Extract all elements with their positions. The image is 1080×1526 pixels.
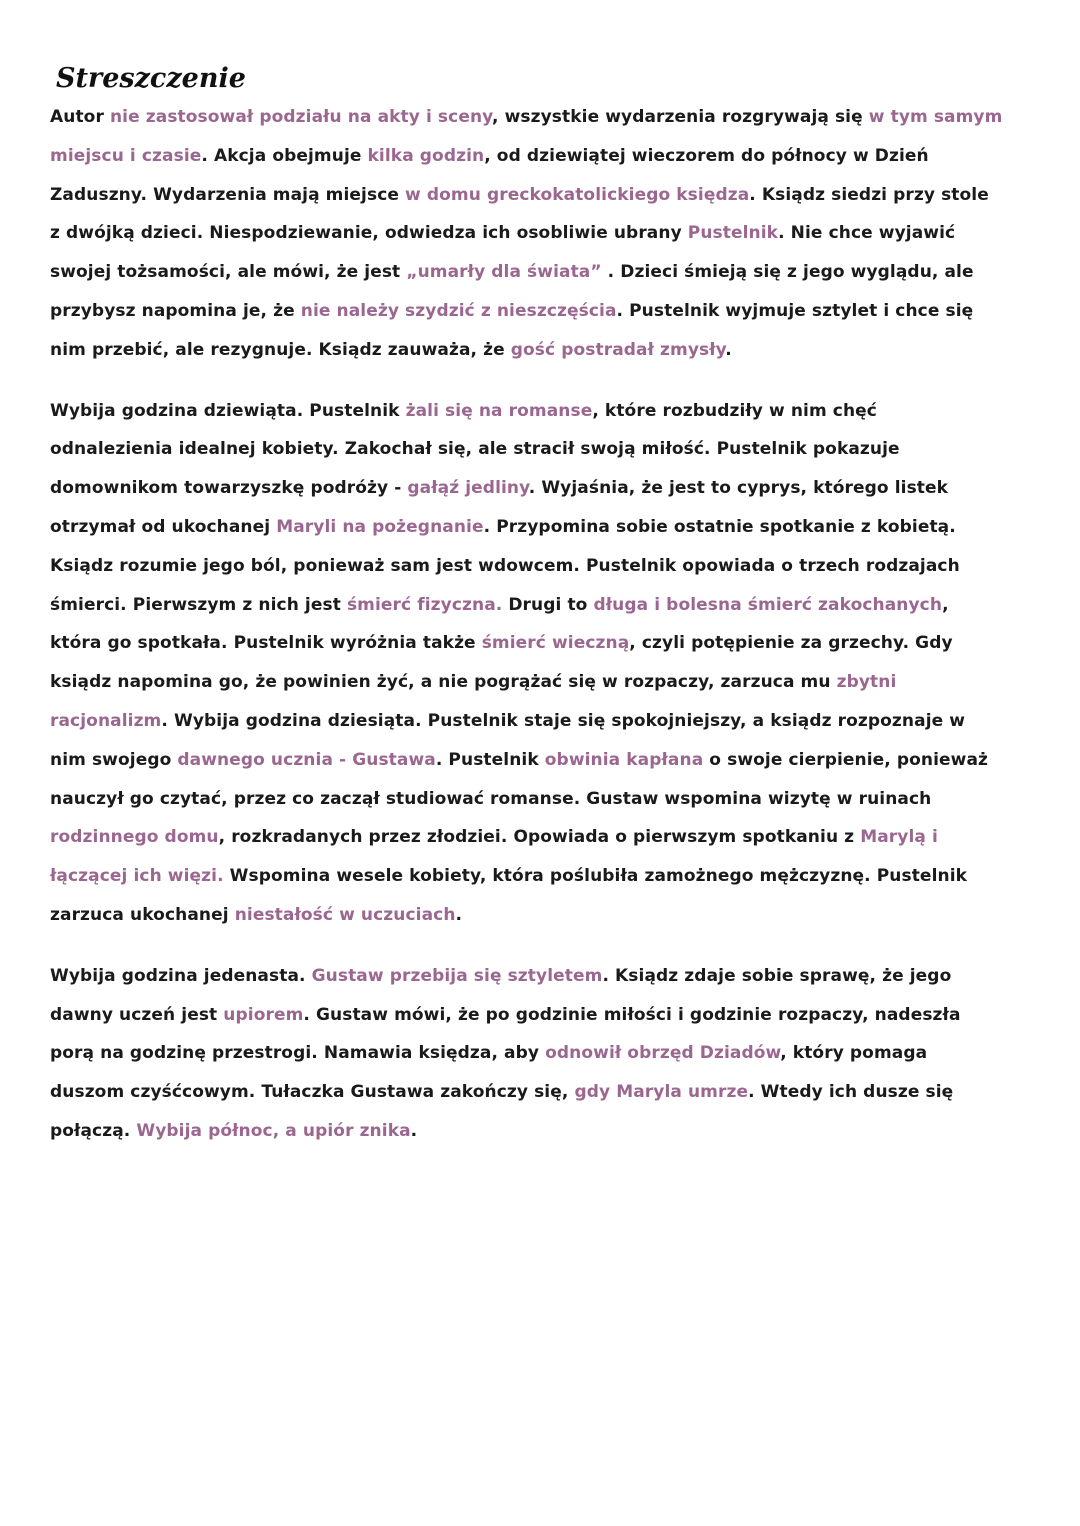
text-segment: Autor bbox=[50, 107, 110, 127]
highlighted-phrase: śmierć fizyczna. bbox=[346, 594, 503, 615]
text-segment: . bbox=[725, 339, 732, 360]
highlighted-phrase: zbytni bbox=[836, 672, 897, 693]
text-segment: Drugi to bbox=[502, 594, 594, 615]
highlighted-phrase: kilka godzin bbox=[367, 145, 485, 166]
text-segment: . Wtedy ich dusze się bbox=[748, 1082, 954, 1103]
text-segment: o swoje cierpienie, ponieważ bbox=[703, 749, 989, 770]
text-segment: . bbox=[410, 1120, 418, 1141]
text-segment: , wszystkie wydarzenia rozgrywają się bbox=[492, 107, 869, 127]
text-segment: , czyli potępienie za grzechy. Gdy bbox=[629, 633, 953, 654]
text-segment: Wybija godzina jedenasta. bbox=[50, 965, 312, 986]
text-segment: . Pustelnik wyjmuje sztylet i chce się bbox=[616, 300, 974, 321]
highlighted-phrase: gdy Maryla umrze bbox=[574, 1082, 749, 1103]
text-line bbox=[50, 702, 1040, 741]
highlighted-phrase: nie należy szydzić z nieszczęścia bbox=[300, 300, 617, 321]
text-segment: połączą. bbox=[50, 1120, 137, 1141]
text-segment: . Wybija godzina dziesiąta. Pustelnik staje się spokojniejszy, a ksiądz rozpoznaje w bbox=[161, 710, 966, 731]
text-segment: nim swojego bbox=[50, 749, 178, 770]
paragraph bbox=[50, 392, 1040, 935]
text-line bbox=[50, 176, 1040, 215]
text-segment: , który pomaga bbox=[780, 1043, 928, 1064]
highlighted-phrase: upiorem bbox=[223, 1004, 304, 1025]
text-line bbox=[50, 214, 1040, 253]
text-line bbox=[50, 331, 1040, 370]
text-line bbox=[50, 508, 1040, 547]
text-segment: otrzymał od ukochanej bbox=[50, 516, 277, 537]
text-line bbox=[50, 547, 1040, 586]
highlighted-phrase: śmierć wieczną bbox=[481, 633, 630, 654]
text-line bbox=[50, 780, 1040, 819]
text-segment: . bbox=[455, 904, 463, 925]
highlighted-phrase: Maryli na pożegnanie bbox=[276, 516, 484, 537]
text-segment: z dwójką dzieci. Niespodziewanie, odwiedza ich osobliwie ubrany bbox=[50, 223, 688, 244]
highlighted-phrase: nie zastosował podziału na akty i sceny bbox=[109, 107, 493, 127]
text-segment: , które rozbudziły w nim chęć bbox=[592, 400, 877, 421]
text-line bbox=[50, 818, 1040, 857]
highlighted-phrase: Wybija północ, a upiór znika bbox=[136, 1120, 411, 1141]
text-segment: domownikom towarzyszkę podróży - bbox=[50, 478, 408, 499]
text-segment: . Ksiądz zdaje sobie sprawę, że jego bbox=[602, 965, 952, 986]
text-segment: odnalezienia idealnej kobiety. Zakochał się, ale stracił swoją miłość. Pustelnik pokazuje bbox=[50, 439, 900, 460]
text-line bbox=[50, 98, 1040, 137]
text-line bbox=[50, 1073, 1040, 1112]
highlighted-phrase: Gustaw przebija się sztyletem bbox=[311, 965, 603, 986]
text-line bbox=[50, 624, 1040, 663]
text-segment: . Pustelnik bbox=[435, 749, 545, 770]
text-line bbox=[50, 741, 1040, 780]
text-segment: swojej tożsamości, ale mówi, że jest bbox=[50, 262, 407, 283]
text-segment: . Przypomina sobie ostatnie spotkanie z kobietą. bbox=[483, 516, 956, 537]
highlighted-phrase: żali się na romanse bbox=[405, 400, 593, 421]
text-segment: przybysz napomina je, że bbox=[50, 300, 301, 321]
text-segment: zarzuca ukochanej bbox=[50, 904, 235, 925]
text-segment: która go spotkała. Pustelnik wyróżnia także bbox=[50, 633, 482, 654]
summary-body bbox=[50, 98, 1040, 1151]
text-line bbox=[50, 137, 1040, 176]
paragraph bbox=[50, 98, 1040, 370]
highlighted-phrase: gość postradał zmysły bbox=[510, 339, 726, 360]
text-line bbox=[50, 253, 1040, 292]
text-segment: , bbox=[942, 594, 949, 615]
highlighted-phrase: długa i bolesna śmierć zakochanych bbox=[593, 594, 943, 615]
text-line bbox=[50, 896, 1040, 935]
text-segment: Wybija godzina dziewiąta. Pustelnik bbox=[50, 400, 406, 421]
text-segment: nauczył go czytać, przez co zaczął studiować romanse. Gustaw wspomina wizytę w ruinach bbox=[50, 788, 932, 809]
text-line bbox=[50, 663, 1040, 702]
text-line bbox=[50, 957, 1040, 996]
text-line bbox=[50, 996, 1040, 1035]
text-segment: . Wyjaśnia, że jest to cyprys, którego listek bbox=[528, 478, 949, 499]
highlighted-phrase: racjonalizm bbox=[50, 710, 162, 731]
highlighted-phrase: obwinia kapłana bbox=[544, 749, 704, 770]
text-segment: porą na godzinę przestrogi. Namawia księdza, aby bbox=[50, 1043, 546, 1064]
text-segment: . Gustaw mówi, że po godzinie miłości i godzinie rozpaczy, nadeszła bbox=[303, 1004, 961, 1025]
text-segment: . Dzieci śmieją się z jego wyglądu, ale bbox=[601, 262, 974, 283]
paragraph bbox=[50, 957, 1040, 1151]
text-segment: Ksiądz rozumie jego ból, ponieważ sam jest wdowcem. Pustelnik opowiada o trzech rodzajach bbox=[50, 555, 960, 576]
highlighted-phrase: Pustelnik bbox=[687, 223, 779, 244]
highlighted-phrase: w domu greckokatolickiego księdza bbox=[405, 184, 750, 205]
highlighted-phrase: rodzinnego domu bbox=[50, 827, 219, 848]
highlighted-phrase: Marylą i bbox=[860, 827, 938, 848]
text-line bbox=[50, 292, 1040, 331]
text-line bbox=[50, 1034, 1040, 1073]
highlighted-phrase: niestałość w uczuciach bbox=[234, 904, 456, 925]
text-segment: . Nie chce wyjawić bbox=[778, 223, 956, 244]
highlighted-phrase: „umarły dla świata” bbox=[406, 262, 602, 283]
text-segment: ksiądz napomina go, że powinien żyć, a nie pogrążać się w rozpaczy, zarzuca mu bbox=[50, 672, 837, 693]
text-line bbox=[50, 430, 1040, 469]
text-segment: duszom czyśćcowym. Tułaczka Gustawa zakończy się, bbox=[50, 1082, 575, 1103]
highlighted-phrase: gałąź jedliny bbox=[407, 478, 529, 499]
text-segment: dawny uczeń jest bbox=[50, 1004, 224, 1025]
highlighted-phrase: w tym samym bbox=[868, 107, 1003, 127]
text-segment: Wspomina wesele kobiety, która poślubiła zamożnego mężczyznę. Pustelnik bbox=[223, 866, 968, 887]
text-segment: . Ksiądz siedzi przy stole bbox=[749, 184, 989, 205]
highlighted-phrase: łączącej ich więzi. bbox=[50, 866, 224, 887]
text-line bbox=[50, 857, 1040, 896]
document-page bbox=[50, 60, 1040, 1151]
text-line bbox=[50, 469, 1040, 508]
text-line bbox=[50, 392, 1040, 431]
text-line bbox=[50, 586, 1040, 625]
highlighted-phrase: miejscu i czasie bbox=[50, 145, 202, 166]
text-segment: nim przebić, ale rezygnuje. Ksiądz zauważa, że bbox=[50, 339, 511, 360]
text-segment: . Akcja obejmuje bbox=[201, 145, 368, 166]
highlighted-phrase: dawnego ucznia - Gustawa bbox=[177, 749, 436, 770]
text-segment: , od dziewiątej wieczorem do północy w Dzień bbox=[484, 145, 929, 166]
text-segment: Zaduszny. Wydarzenia mają miejsce bbox=[50, 184, 406, 205]
text-segment: , rozkradanych przez złodziei. Opowiada o pierwszym spotkaniu z bbox=[218, 827, 861, 848]
text-line bbox=[50, 1112, 1040, 1151]
text-segment: śmierci. Pierwszym z nich jest bbox=[50, 594, 347, 615]
highlighted-phrase: odnowił obrzęd Dziadów bbox=[545, 1043, 781, 1064]
page-title: Streszczenie bbox=[56, 63, 246, 94]
